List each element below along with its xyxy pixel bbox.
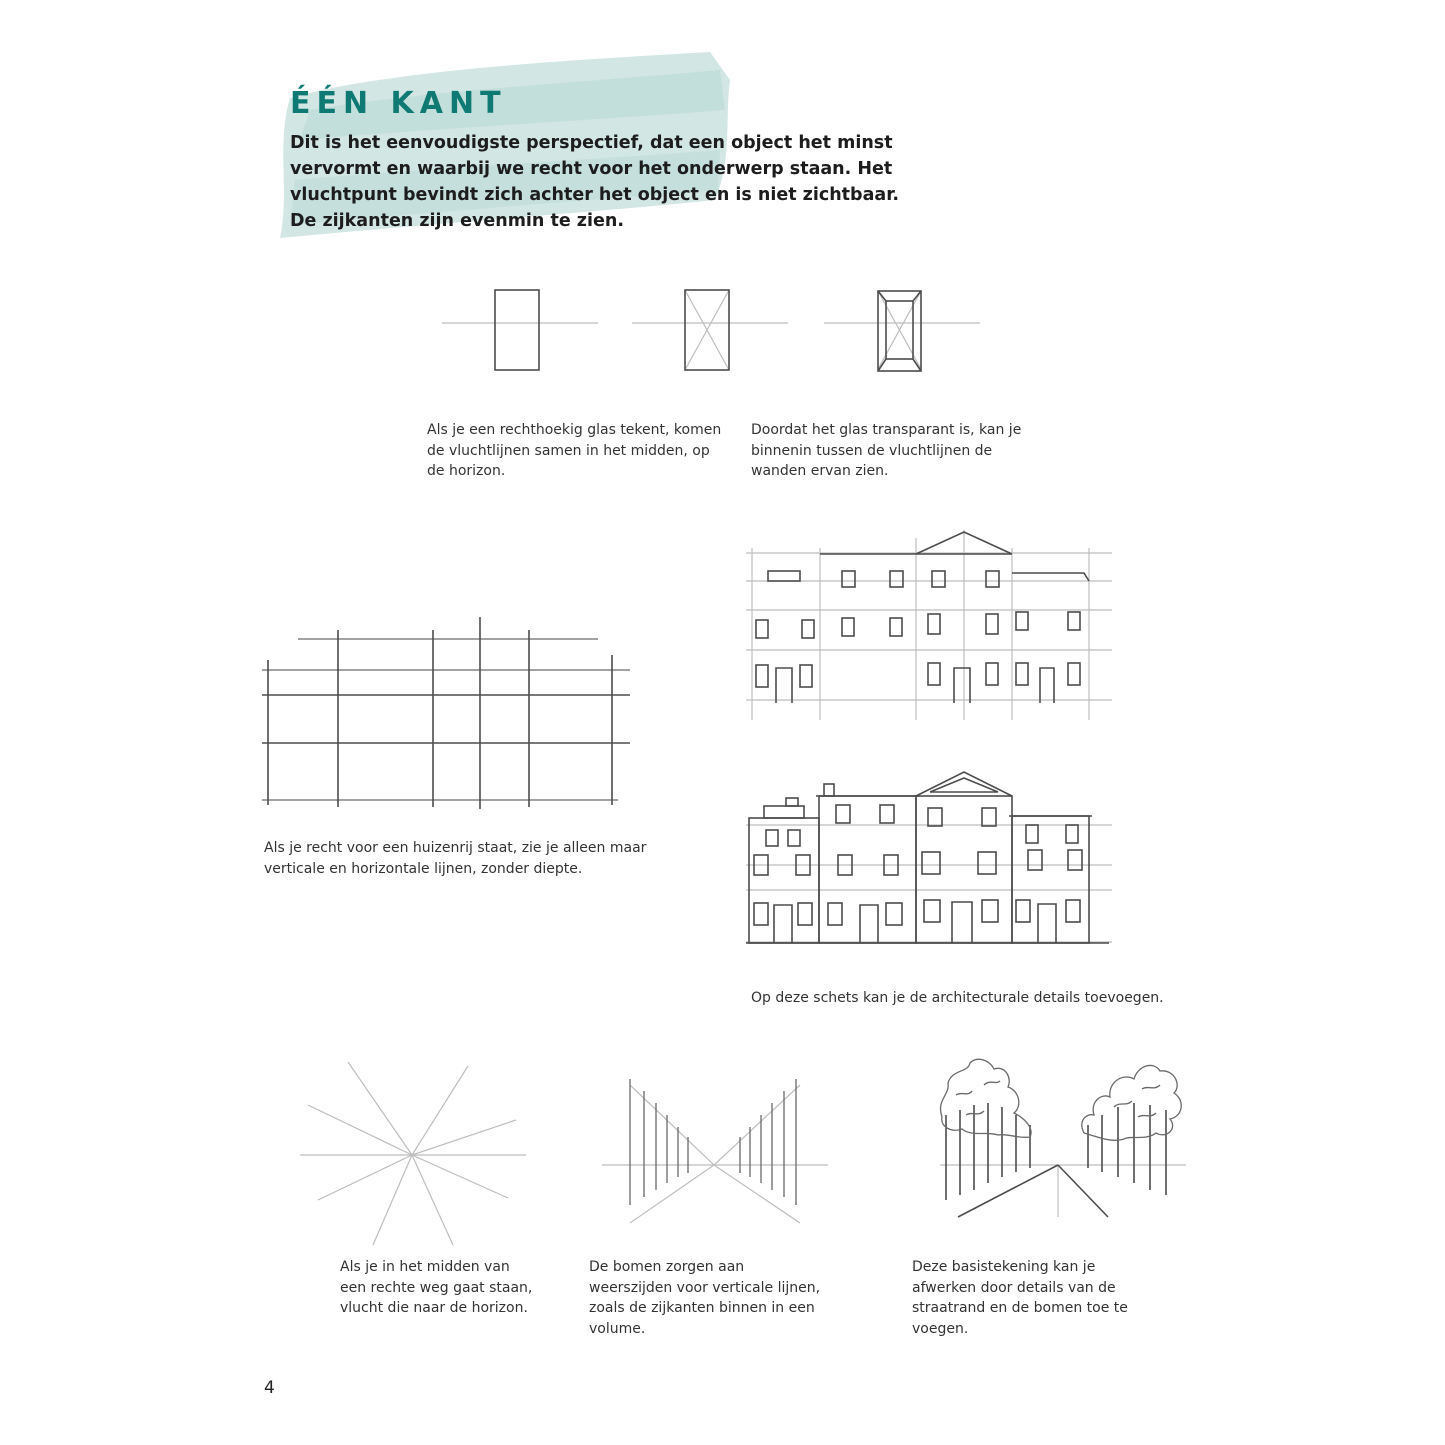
caption-road: Als je in het midden van een rechte weg gaat staan, vlucht die naar de horizon. — [340, 1259, 533, 1316]
intro-paragraph: Dit is het eenvoudigste perspectief, dat een object het minst vervormt en waarbij we recht voor het onderwerp staan. Het vluchtpunt bevindt zich achter het object en is niet zichtbaar. De zijkanten zijn evenmin te zien. — [290, 133, 899, 231]
caption-glass-1: Als je een rechthoekig glas tekent, komen de vluchtlijnen samen in het midden, op de horizon. — [427, 422, 722, 479]
page-number: 4 — [264, 1378, 275, 1398]
caption-trees: De bomen zorgen aan weerszijden voor verticale lijnen, zoals de zijkanten binnen in een volume. — [589, 1259, 821, 1337]
caption-details: Op deze schets kan je de architecturale details toevoegen. — [751, 990, 1164, 1006]
caption-glass-2: Doordat het glas transparant is, kan je binnenin tussen de vluchtlijnen de wanden ervan zien. — [751, 422, 1022, 479]
house-row-construction-sketch — [744, 528, 1114, 723]
caption-finish: Deze basistekening kan je afwerken door details van de straatrand en de bomen toe te voegen. — [912, 1259, 1128, 1337]
grid-sketch — [258, 615, 638, 815]
glass-sketch-1 — [440, 285, 600, 380]
glass-sketch-2 — [630, 285, 790, 380]
section-heading: ÉÉN KANT — [290, 86, 507, 121]
house-row-detailed-sketch — [744, 770, 1114, 955]
trees-finished-sketch — [938, 1055, 1188, 1220]
glass-sketch-3 — [822, 285, 982, 380]
trees-construction-sketch — [600, 1075, 830, 1225]
road-vanishing-sketch — [298, 1060, 528, 1250]
caption-houses: Als je recht voor een huizenrij staat, zie je alleen maar verticale en horizontale lijnen, zonder diepte. — [264, 840, 647, 877]
